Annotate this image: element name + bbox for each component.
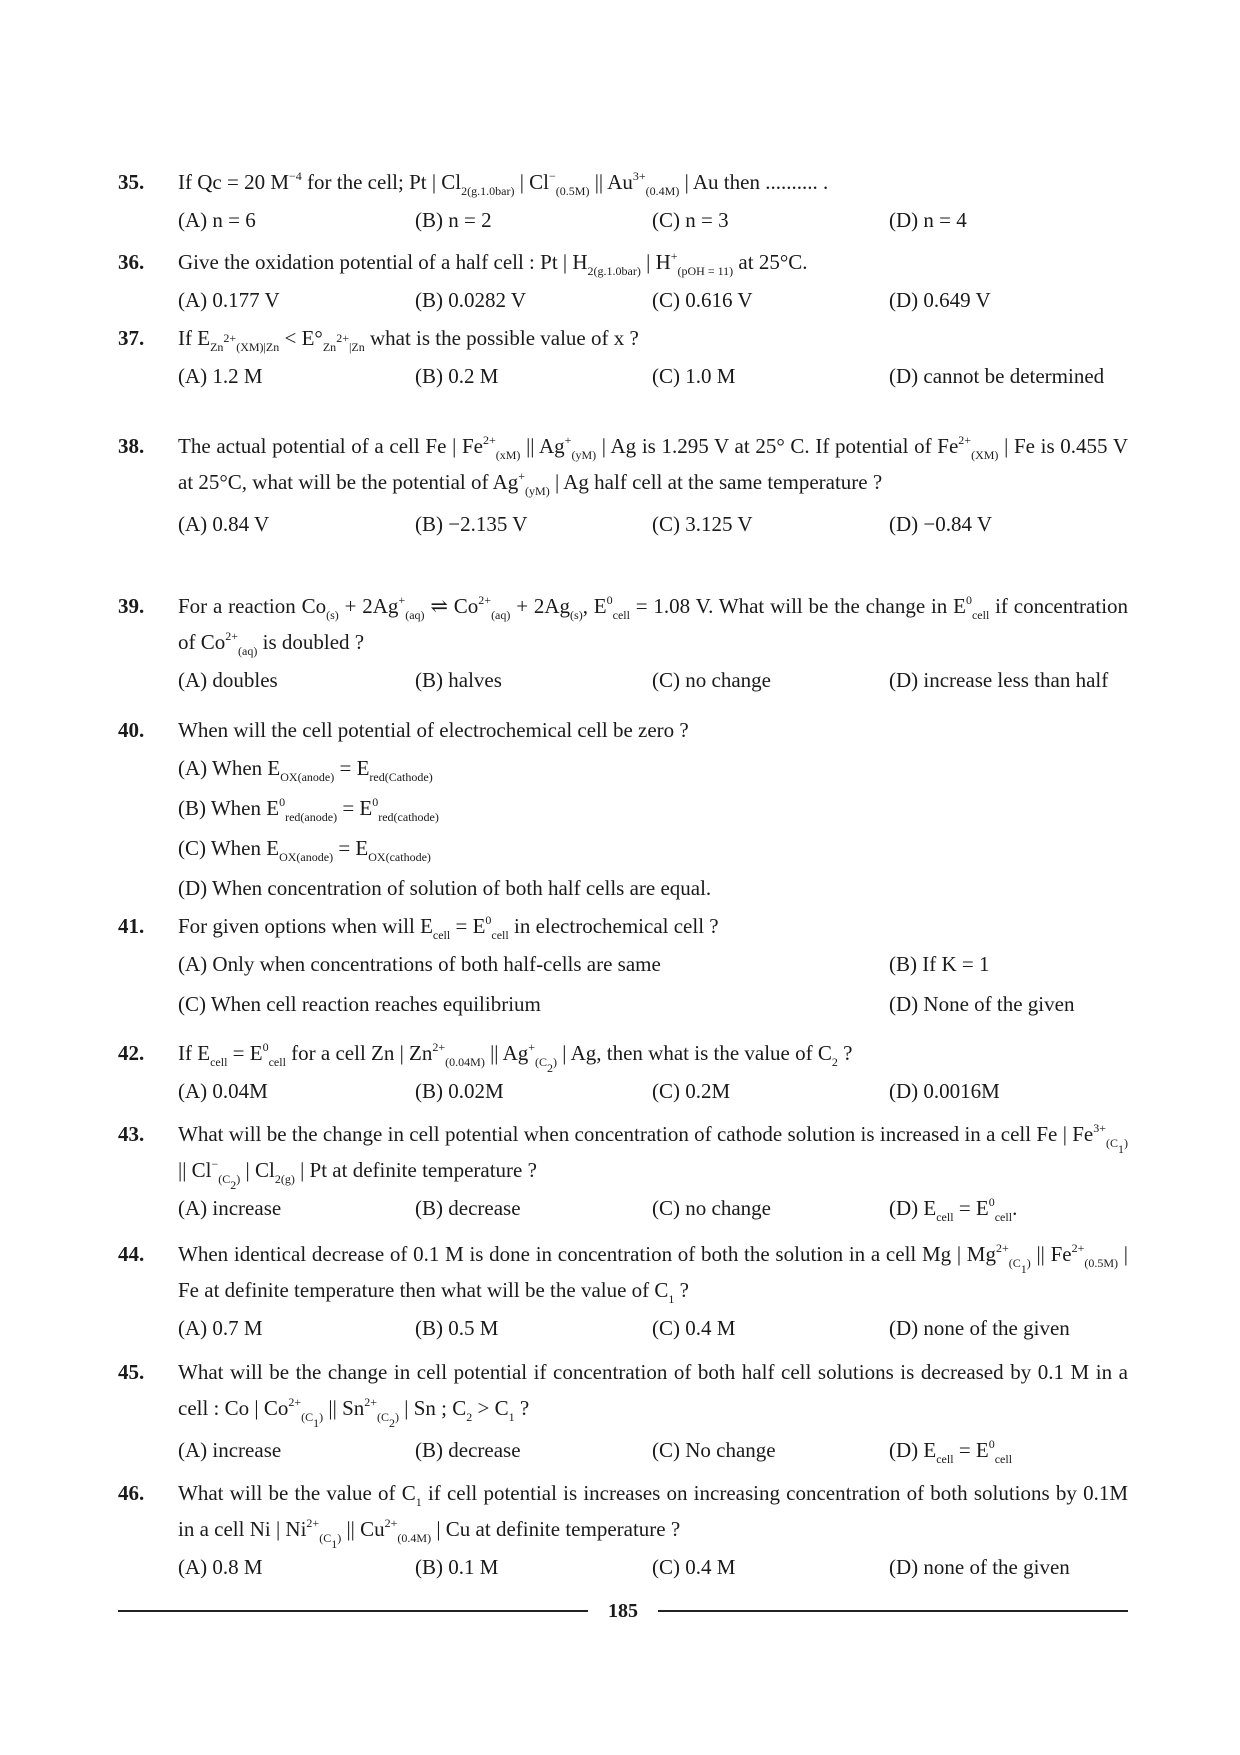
question-number: 36. — [118, 250, 145, 274]
option-c: (C) 1.0 M — [652, 364, 736, 388]
options-row — [178, 504, 1128, 544]
question-35 — [118, 164, 1128, 240]
question-stem: What will be the change in cell potential when concentration of cathode solution is increased in a cell Fe | $Fe^{3+}_{(C_1)}$ || $Cl^-_{(C_2)}$ | $Cl_{2(g)}$ | Pt at definite temperature ? — [178, 1121, 1128, 1192]
option-d: (D) 0.0016M — [889, 1079, 1000, 1103]
question-40 — [118, 712, 1128, 908]
question-number: 45. — [118, 1360, 145, 1384]
option-b: (B) If K = 1 — [889, 952, 990, 976]
option-d: (D) $E_{cell} = E^0_{cell}$ — [889, 1437, 1013, 1466]
footer-rule-left — [118, 1610, 588, 1612]
options-row — [178, 660, 1128, 700]
question-number: 37. — [118, 326, 145, 350]
question-number: 43. — [118, 1122, 145, 1146]
options-grid — [178, 944, 1128, 1024]
option-d: (D) When concentration of solution of both half cells are equal. — [178, 876, 712, 900]
option-b: (B) decrease — [415, 1438, 521, 1462]
options-list — [178, 748, 1128, 908]
question-stem: For a reaction $Co_{(s)} + 2Ag^+_{(aq)}$ ⇌ $Co^{2+}_{(aq)} + 2Ag_{(s)}$, $E^0_{cell} = 1.08$ V. What will be the change in $E^0_{cell}$ if concentration of $Co^{2+}_{(aq)}$ is doubled ? — [178, 593, 1129, 658]
option-b: (B) n = 2 — [415, 208, 492, 232]
question-43 — [118, 1116, 1128, 1228]
question-number: 46. — [118, 1481, 145, 1505]
question-39 — [118, 588, 1128, 700]
option-a: (A) doubles — [178, 668, 278, 692]
option-d: (D) $E_{cell} = E^0_{cell}$. — [889, 1195, 1018, 1224]
option-c: (C) When cell reaction reaches equilibrium — [178, 992, 541, 1016]
question-number: 40. — [118, 718, 145, 742]
options-row — [178, 1308, 1128, 1348]
options-row — [178, 280, 1128, 320]
options-row — [178, 1188, 1128, 1228]
question-stem: What will be the value of $C_1$ if cell potential is increases on increasing concentration of both solutions by 0.1M in a cell Ni | $Ni^{2+}_{(C_1)}$ || $Cu^{2+}_{(0.4M)}$ | Cu at definite temperature ? — [178, 1481, 1128, 1551]
question-44 — [118, 1236, 1128, 1348]
question-number: 39. — [118, 594, 145, 618]
option-b: (B) 0.2 M — [415, 364, 499, 388]
question-46 — [118, 1475, 1128, 1587]
option-c: (C) 0.4 M — [652, 1555, 736, 1579]
question-stem: For given options when will $E_{cell} = E^0_{cell}$ in electrochemical cell ? — [178, 913, 719, 942]
option-a: (A) 1.2 M — [178, 364, 263, 388]
option-a: (A) increase — [178, 1196, 282, 1220]
options-row — [178, 1071, 1128, 1111]
options-row — [178, 356, 1128, 396]
option-a: (A) When $E_{OX(anode)} = E_{red(Cathode)}$ — [178, 756, 433, 784]
page-footer — [118, 1596, 1128, 1626]
option-a: (A) increase — [178, 1438, 282, 1462]
option-c: (C) When $E_{OX(anode)} = E_{OX(cathode)}$ — [178, 836, 431, 864]
option-d: (D) n = 4 — [889, 208, 967, 232]
option-c: (C) 0.2M — [652, 1079, 731, 1103]
option-d: (D) cannot be determined — [889, 364, 1105, 388]
page-number: 185 — [608, 1600, 638, 1622]
question-stem: When will the cell potential of electrochemical cell be zero ? — [178, 718, 689, 742]
option-b: (B) 0.0282 V — [415, 288, 527, 312]
option-d: (D) none of the given — [889, 1316, 1070, 1340]
question-stem: What will be the change in cell potential if concentration of both half cell solutions is decreased by 0.1 M in a cell : Co | $Co^{2+}_{(C_1)}$ || $Sn^{2+}_{(C_2)}$ | Sn ; $C_2 > C_1$ ? — [178, 1360, 1128, 1430]
option-a: (A) 0.177 V — [178, 288, 280, 312]
option-d: (D) 0.649 V — [889, 288, 991, 312]
footer-rule-right — [658, 1610, 1128, 1612]
option-a: (A) 0.04M — [178, 1079, 268, 1103]
question-37 — [118, 320, 1128, 396]
question-41 — [118, 908, 1128, 1024]
option-b: (B) 0.02M — [415, 1079, 504, 1103]
question-stem: If Qc = 20 $M^{-4}$ for the cell; Pt | $Cl_{2(g.1.0bar)}$ | $Cl^-_{(0.5M)}$ || $Au^{3+}_{(0.4M)}$ | Au then .......... . — [178, 169, 829, 198]
option-b: (B) −2.135 V — [415, 512, 528, 536]
question-stem: The actual potential of a cell Fe | $Fe^{2+}_{(xM)}$ || $Ag^+_{(yM)}$ | Ag is 1.295 V at 25° C. If potential of $Fe^{2+}_{(XM)}$ | Fe is 0.455 V at 25°C, what will be the potential of $Ag^+_{(yM)}$ | Ag half cell at the same temperature ? — [178, 433, 1128, 498]
option-c: (C) no change — [652, 1196, 771, 1220]
option-c: (C) 0.4 M — [652, 1316, 736, 1340]
option-d: (D) none of the given — [889, 1555, 1070, 1579]
option-d: (D) −0.84 V — [889, 512, 993, 536]
options-row — [178, 1547, 1128, 1587]
option-b: (B) halves — [415, 668, 502, 692]
question-38 — [118, 428, 1128, 544]
question-stem: If $E_{cell} = E^0_{cell}$ for a cell Zn | $Zn^{2+}_{(0.04M)}$ || $Ag^+_{(C_2)}$ | Ag, then what is the value of $C_2$ ? — [178, 1040, 853, 1075]
option-d: (D) increase less than half — [889, 668, 1109, 692]
option-a: (A) 0.7 M — [178, 1316, 263, 1340]
question-number: 35. — [118, 170, 145, 194]
question-stem: Give the oxidation potential of a half cell : Pt | $H_{2(g.1.0bar)}$ | $H^+_{(pOH = 11)}$ at 25°C. — [178, 249, 808, 278]
option-c: (C) No change — [652, 1438, 776, 1462]
question-45 — [118, 1354, 1128, 1470]
question-number: 42. — [118, 1041, 145, 1065]
option-b: (B) decrease — [415, 1196, 521, 1220]
question-number: 41. — [118, 914, 145, 938]
option-c: (C) 0.616 V — [652, 288, 753, 312]
option-c: (C) n = 3 — [652, 208, 729, 232]
question-stem: When identical decrease of 0.1 M is done in concentration of both the solution in a cell Mg | $Mg^{2+}_{(C_1)}$ || $Fe^{2+}_{(0.5M)}$ | Fe at definite temperature then what will be the value of $C_1$ ? — [178, 1241, 1128, 1306]
question-number: 38. — [118, 434, 145, 458]
option-c: (C) no change — [652, 668, 771, 692]
question-36 — [118, 244, 1128, 320]
question-number: 44. — [118, 1242, 145, 1266]
option-b: (B) When $E^0_{red(anode)} = E^0_{red(cathode)}$ — [178, 795, 439, 824]
options-row — [178, 200, 1128, 240]
option-d: (D) None of the given — [889, 992, 1075, 1016]
option-a: (A) 0.84 V — [178, 512, 270, 536]
option-b: (B) 0.1 M — [415, 1555, 499, 1579]
question-stem: If $E_{Zn^{2+}(XM)|Zn} < E^\circ_{Zn^{2+}|Zn}$ what is the possible value of x ? — [178, 326, 639, 354]
option-c: (C) 3.125 V — [652, 512, 753, 536]
option-a: (A) 0.8 M — [178, 1555, 263, 1579]
options-row — [178, 1430, 1128, 1470]
question-42 — [118, 1035, 1128, 1111]
option-a: (A) n = 6 — [178, 208, 256, 232]
option-b: (B) 0.5 M — [415, 1316, 499, 1340]
option-a: (A) Only when concentrations of both half-cells are same — [178, 952, 661, 976]
